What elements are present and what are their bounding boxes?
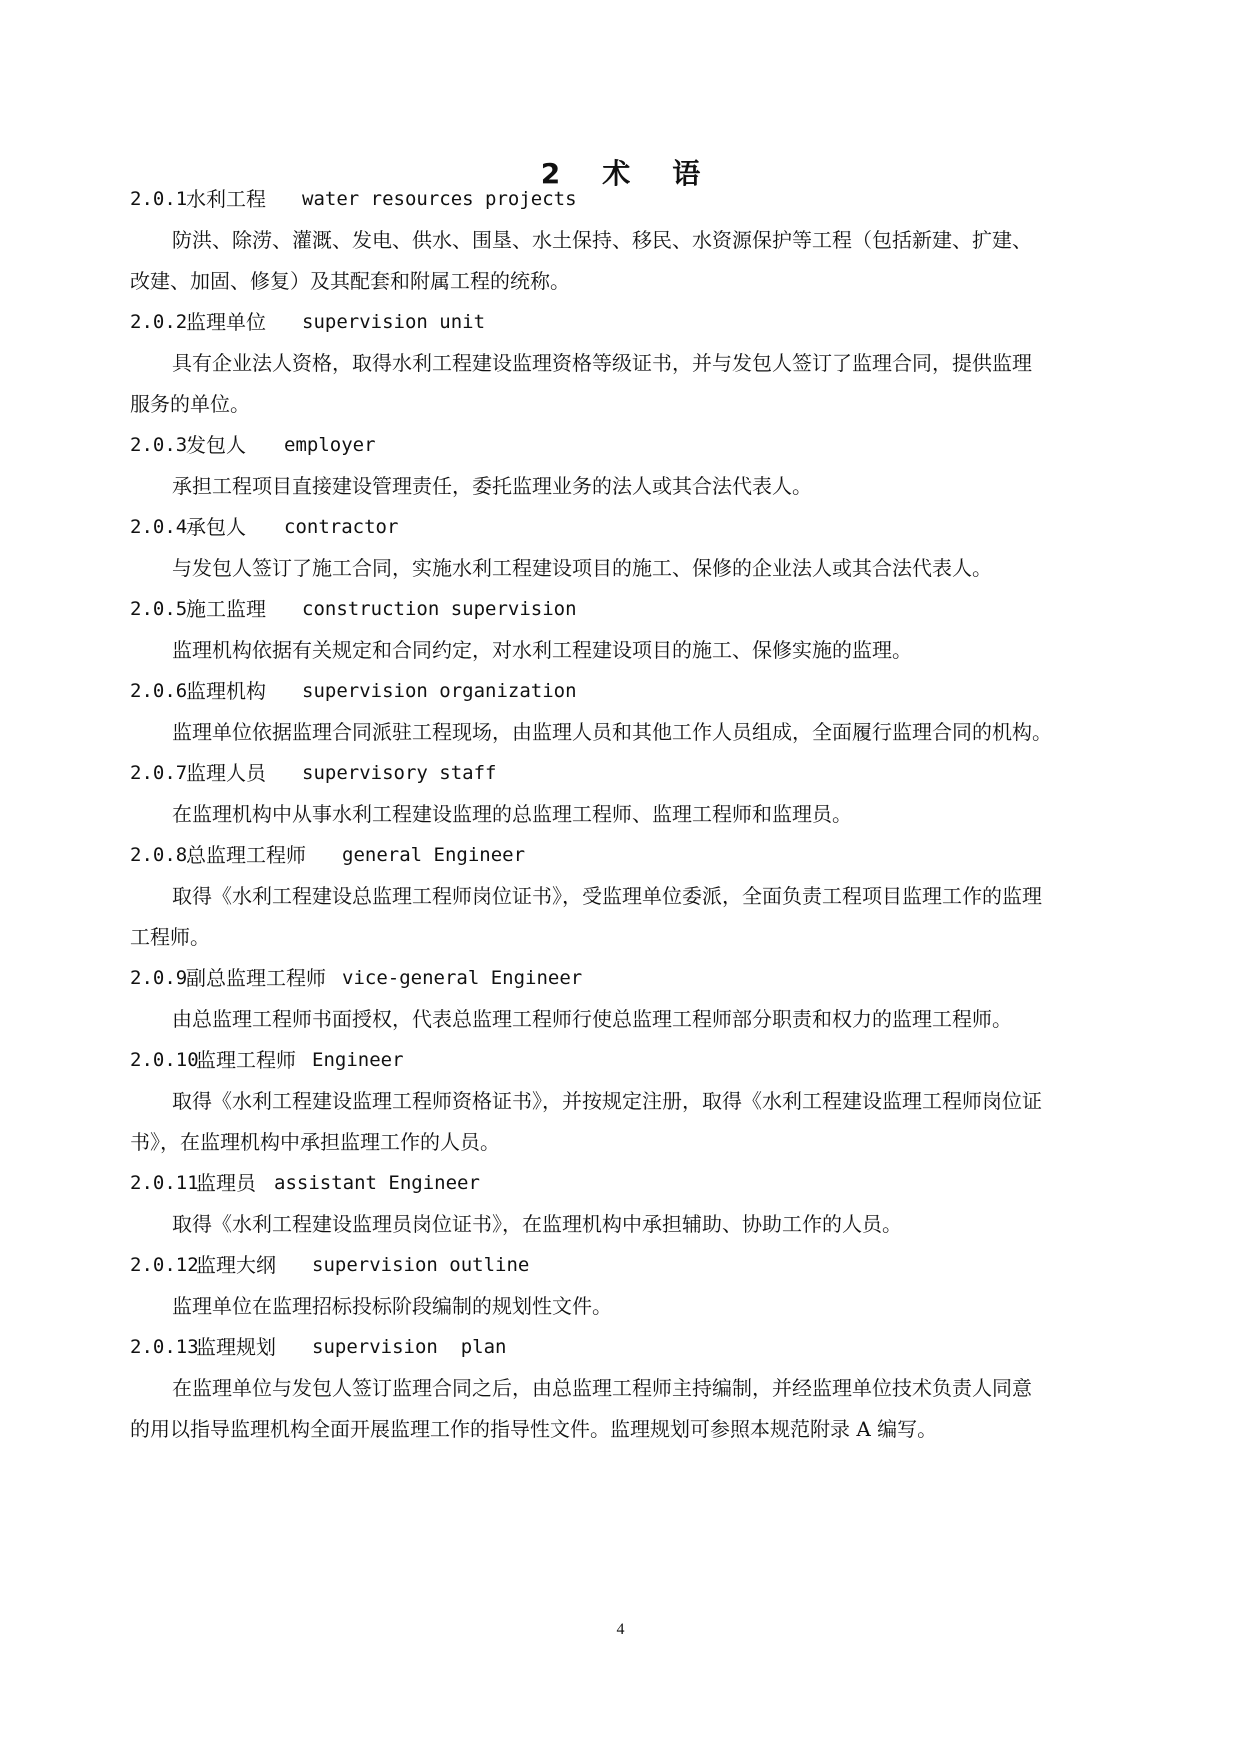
term-number: 2.0.5 (130, 598, 188, 620)
term-definition-line: 在监理单位与发包人签订监理合同之后，由总监理工程师主持编制，并经监理单位技术负责人同意 (172, 1376, 1032, 1400)
term-definition-line: 取得《水利工程建设总监理工程师岗位证书》，受监理单位委派，全面负责工程项目监理工作的监理 (172, 884, 1042, 908)
term-english: vice-general Engineer (342, 967, 583, 989)
term-english: supervision unit (302, 311, 486, 333)
term-number: 2.0.7 (130, 762, 188, 784)
term-chinese: 监理人员 (186, 761, 266, 785)
term-chinese: 监理员 (196, 1171, 256, 1195)
term-definition-line: 工程师。 (130, 925, 210, 949)
page-number: 4 (616, 1621, 625, 1638)
term-number: 2.0.2 (130, 311, 188, 333)
term-english: supervision plan (312, 1336, 507, 1358)
term-definition-line: 书》，在监理机构中承担监理工作的人员。 (130, 1130, 500, 1154)
chapter-title-char-2: 语 (672, 157, 701, 190)
chapter-number: 2 (540, 157, 561, 190)
term-number: 2.0.10 (130, 1049, 199, 1071)
term-definition-line: 承担工程项目直接建设管理责任，委托监理业务的法人或其合法代表人。 (172, 474, 812, 498)
term-definition-line: 监理单位在监理招标投标阶段编制的规划性文件。 (172, 1294, 612, 1318)
term-definition-line: 取得《水利工程建设监理员岗位证书》，在监理机构中承担辅助、协助工作的人员。 (172, 1212, 902, 1236)
term-chinese: 监理机构 (186, 679, 266, 703)
term-chinese: 监理单位 (186, 310, 266, 334)
term-chinese: 总监理工程师 (186, 843, 306, 867)
term-english: employer (284, 434, 376, 456)
term-number: 2.0.4 (130, 516, 188, 538)
term-chinese: 监理大纲 (196, 1253, 276, 1277)
term-definition-line: 取得《水利工程建设监理工程师资格证书》，并按规定注册，取得《水利工程建设监理工程师岗位证 (172, 1089, 1042, 1113)
term-english: water resources projects (302, 188, 577, 210)
term-definition-line: 防洪、除涝、灌溉、发电、供水、围垦、水土保持、移民、水资源保护等工程（包括新建、扩建、 (172, 228, 1032, 252)
term-definition-line: 具有企业法人资格，取得水利工程建设监理资格等级证书，并与发包人签订了监理合同，提供监理 (172, 351, 1032, 375)
term-definition-line: 的用以指导监理机构全面开展监理工作的指导性文件。监理规划可参照本规范附录 A 编写。 (130, 1417, 938, 1441)
term-definition-line: 改建、加固、修复）及其配套和附属工程的统称。 (130, 269, 570, 293)
term-number: 2.0.1 (130, 188, 188, 210)
term-definition-line: 在监理机构中从事水利工程建设监理的总监理工程师、监理工程师和监理员。 (172, 802, 852, 826)
term-number: 2.0.12 (130, 1254, 199, 1276)
term-chinese: 施工监理 (186, 597, 266, 621)
term-number: 2.0.6 (130, 680, 188, 702)
term-chinese: 水利工程 (186, 187, 266, 211)
term-english: assistant Engineer (274, 1172, 480, 1194)
term-number: 2.0.3 (130, 434, 188, 456)
term-chinese: 承包人 (186, 515, 246, 539)
term-number: 2.0.13 (130, 1336, 199, 1358)
term-chinese: 监理工程师 (196, 1048, 296, 1072)
term-number: 2.0.11 (130, 1172, 199, 1194)
term-english: supervision outline (312, 1254, 530, 1276)
term-english: contractor (284, 516, 399, 538)
term-english: construction supervision (302, 598, 577, 620)
term-english: supervisory staff (302, 762, 497, 784)
term-definition-line: 与发包人签订了施工合同，实施水利工程建设项目的施工、保修的企业法人或其合法代表人。 (172, 556, 992, 580)
term-definition-line: 监理机构依据有关规定和合同约定，对水利工程建设项目的施工、保修实施的监理。 (172, 638, 912, 662)
chapter-title-char-1: 术 (602, 157, 631, 190)
term-chinese: 监理规划 (196, 1335, 276, 1359)
term-definition-line: 服务的单位。 (130, 392, 250, 416)
term-number: 2.0.8 (130, 844, 188, 866)
term-english: Engineer (312, 1049, 404, 1071)
term-number: 2.0.9 (130, 967, 188, 989)
term-english: general Engineer (342, 844, 526, 866)
term-definition-line: 由总监理工程师书面授权，代表总监理工程师行使总监理工程师部分职责和权力的监理工程师。 (172, 1007, 1012, 1031)
term-chinese: 副总监理工程师 (186, 966, 326, 990)
term-english: supervision organization (302, 680, 577, 702)
term-chinese: 发包人 (186, 433, 246, 457)
term-definition-line: 监理单位依据监理合同派驻工程现场，由监理人员和其他工作人员组成，全面履行监理合同的机构。 (172, 720, 1052, 744)
